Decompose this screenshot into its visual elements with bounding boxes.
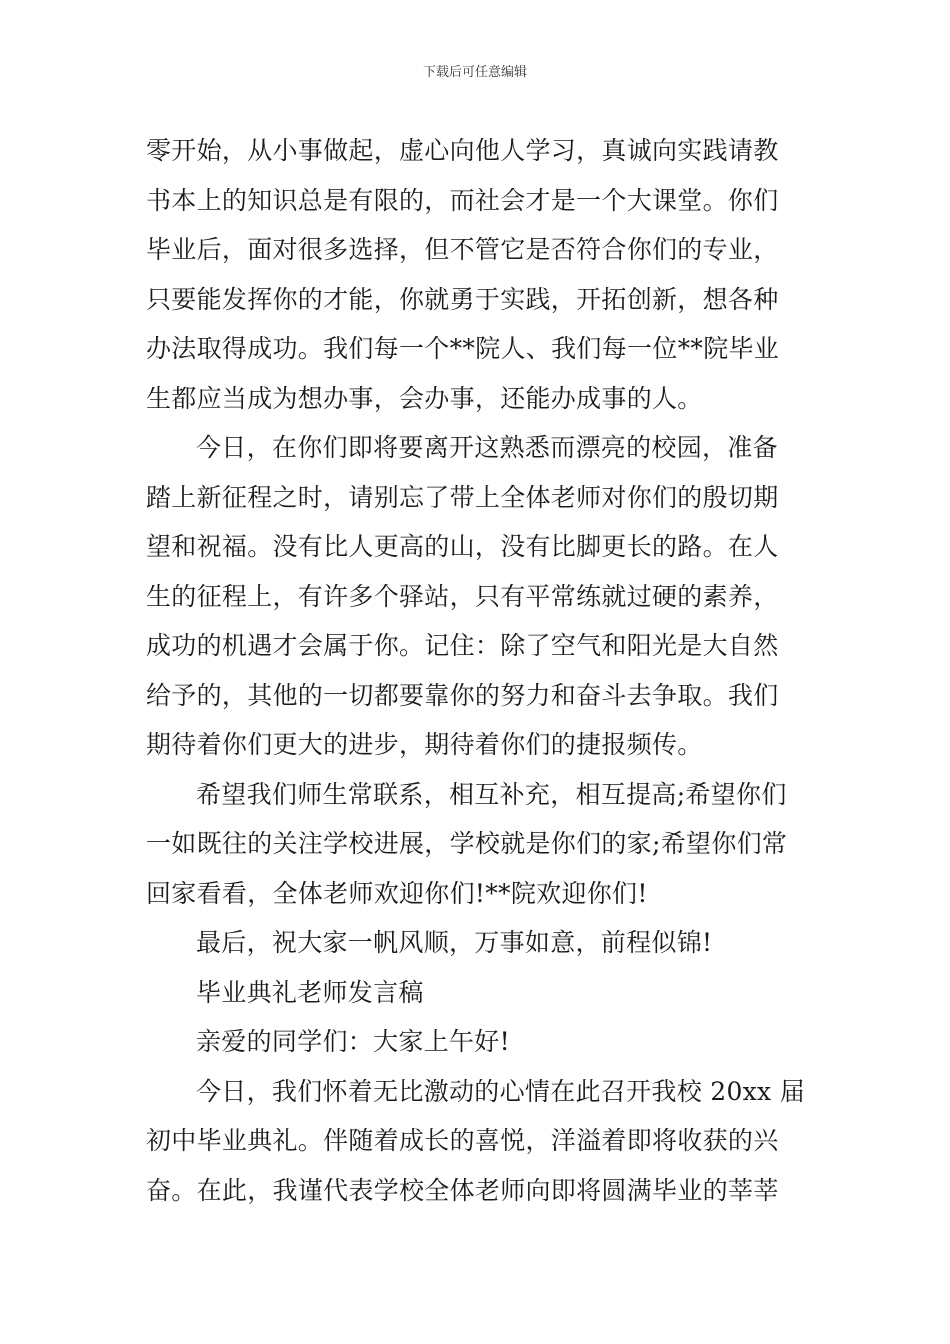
paragraph-start-line: 今日，我们怀着无比激动的心情在此召开我校 20xx 届 <box>196 1076 806 1106</box>
text-line: 回家看看，全体老师欢迎你们!**院欢迎你们! <box>146 878 648 908</box>
text-line: 奋。在此，我谨代表学校全体老师向即将圆满毕业的莘莘 <box>146 1175 779 1205</box>
document-body <box>146 126 810 1215</box>
text-line: 一如既往的关注学校进展，学校就是你们的家;希望你们常 <box>146 829 788 858</box>
page-header: 下载后可任意编辑 <box>422 65 527 80</box>
text-line: 给予的，其他的一切都要靠你的努力和奋斗去争取。我们 <box>146 680 779 710</box>
text-line: 生都应当成为想办事，会办事，还能办成事的人。 <box>146 383 703 413</box>
text-line: 望和祝福。没有比人更高的山，没有比脚更长的路。在人 <box>146 532 779 561</box>
paragraph-start-line: 最后，祝大家一帆风顺，万事如意，前程似锦! <box>196 928 713 957</box>
text-line: 书本上的知识总是有限的，而社会才是一个大课堂。你们 <box>146 185 779 215</box>
text-line: 毕业后，面对很多选择，但不管它是否符合你们的专业， <box>146 235 779 264</box>
text-line: 初中毕业典礼。伴随着成长的喜悦，洋溢着即将收获的兴 <box>146 1126 779 1155</box>
paragraph-start-line: 希望我们师生常联系，相互补充，相互提高;希望你们 <box>196 779 787 809</box>
text-line: 踏上新征程之时，请别忘了带上全体老师对你们的殷切期 <box>146 482 779 512</box>
text-line: 期待着你们更大的进步，期待着你们的捷报频传。 <box>146 730 703 759</box>
text-line: 只要能发挥你的才能，你就勇于实践，开拓创新，想各种 <box>146 284 779 314</box>
text-line: 零开始，从小事做起，虚心向他人学习，真诚向实践请教 <box>146 136 779 165</box>
section-title: 毕业典礼老师发言稿 <box>196 977 424 1007</box>
salutation-line: 亲爱的同学们：大家上午好! <box>196 1027 510 1056</box>
paragraph-start-line: 今日，在你们即将要离开这熟悉而漂亮的校园，准备 <box>196 433 778 462</box>
text-line: 办法取得成功。我们每一个**院人、我们每一位**院毕业 <box>146 334 780 363</box>
text-line: 生的征程上，有许多个驿站，只有平常练就过硬的素养， <box>146 581 779 611</box>
text-line: 成功的机遇才会属于你。记住：除了空气和阳光是大自然 <box>146 631 779 660</box>
